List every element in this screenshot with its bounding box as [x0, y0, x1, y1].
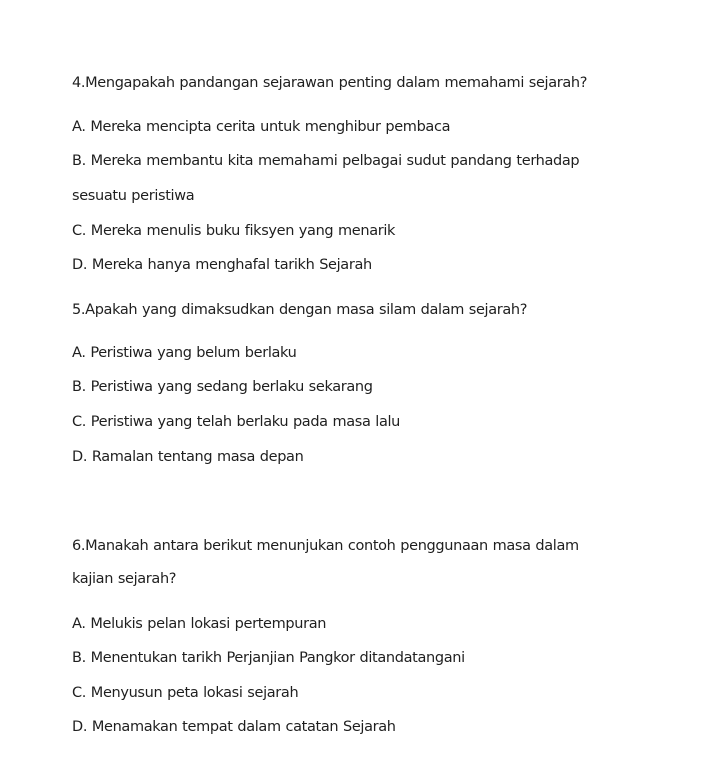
question-6-prompt: 6.Manakah antara berikut menunjukan contoh penggunaan masa dalam [72, 538, 579, 554]
question-6-prompt-continued: kajian sejarah? [72, 571, 177, 587]
question-6-option-d: D. Menamakan tempat dalam catatan Sejarah [72, 719, 396, 735]
question-5-option-a: A. Peristiwa yang belum berlaku [72, 345, 297, 361]
question-5-prompt: 5.Apakah yang dimaksudkan dengan masa silam dalam sejarah? [72, 302, 528, 318]
question-4-option-a: A. Mereka mencipta cerita untuk menghibur pembaca [72, 119, 451, 135]
question-4-prompt: 4.Mengapakah pandangan sejarawan penting dalam memahami sejarah? [72, 75, 588, 91]
question-5-option-c: C. Peristiwa yang telah berlaku pada masa lalu [72, 414, 401, 430]
question-6-option-b: B. Menentukan tarikh Perjanjian Pangkor ditandatangani [72, 650, 465, 666]
question-6-option-a: A. Melukis pelan lokasi pertempuran [72, 616, 327, 632]
question-6-option-c: C. Menyusun peta lokasi sejarah [72, 685, 299, 701]
question-4-option-d: D. Mereka hanya menghafal tarikh Sejarah [72, 257, 372, 273]
question-4-option-b: B. Mereka membantu kita memahami pelbagai sudut pandang terhadap [72, 153, 580, 169]
question-4-option-c: C. Mereka menulis buku fiksyen yang menarik [72, 223, 396, 239]
question-5-option-d: D. Ramalan tentang masa depan [72, 449, 304, 465]
question-4-option-b-continued: sesuatu peristiwa [72, 188, 195, 204]
question-5-option-b: B. Peristiwa yang sedang berlaku sekarang [72, 379, 373, 395]
